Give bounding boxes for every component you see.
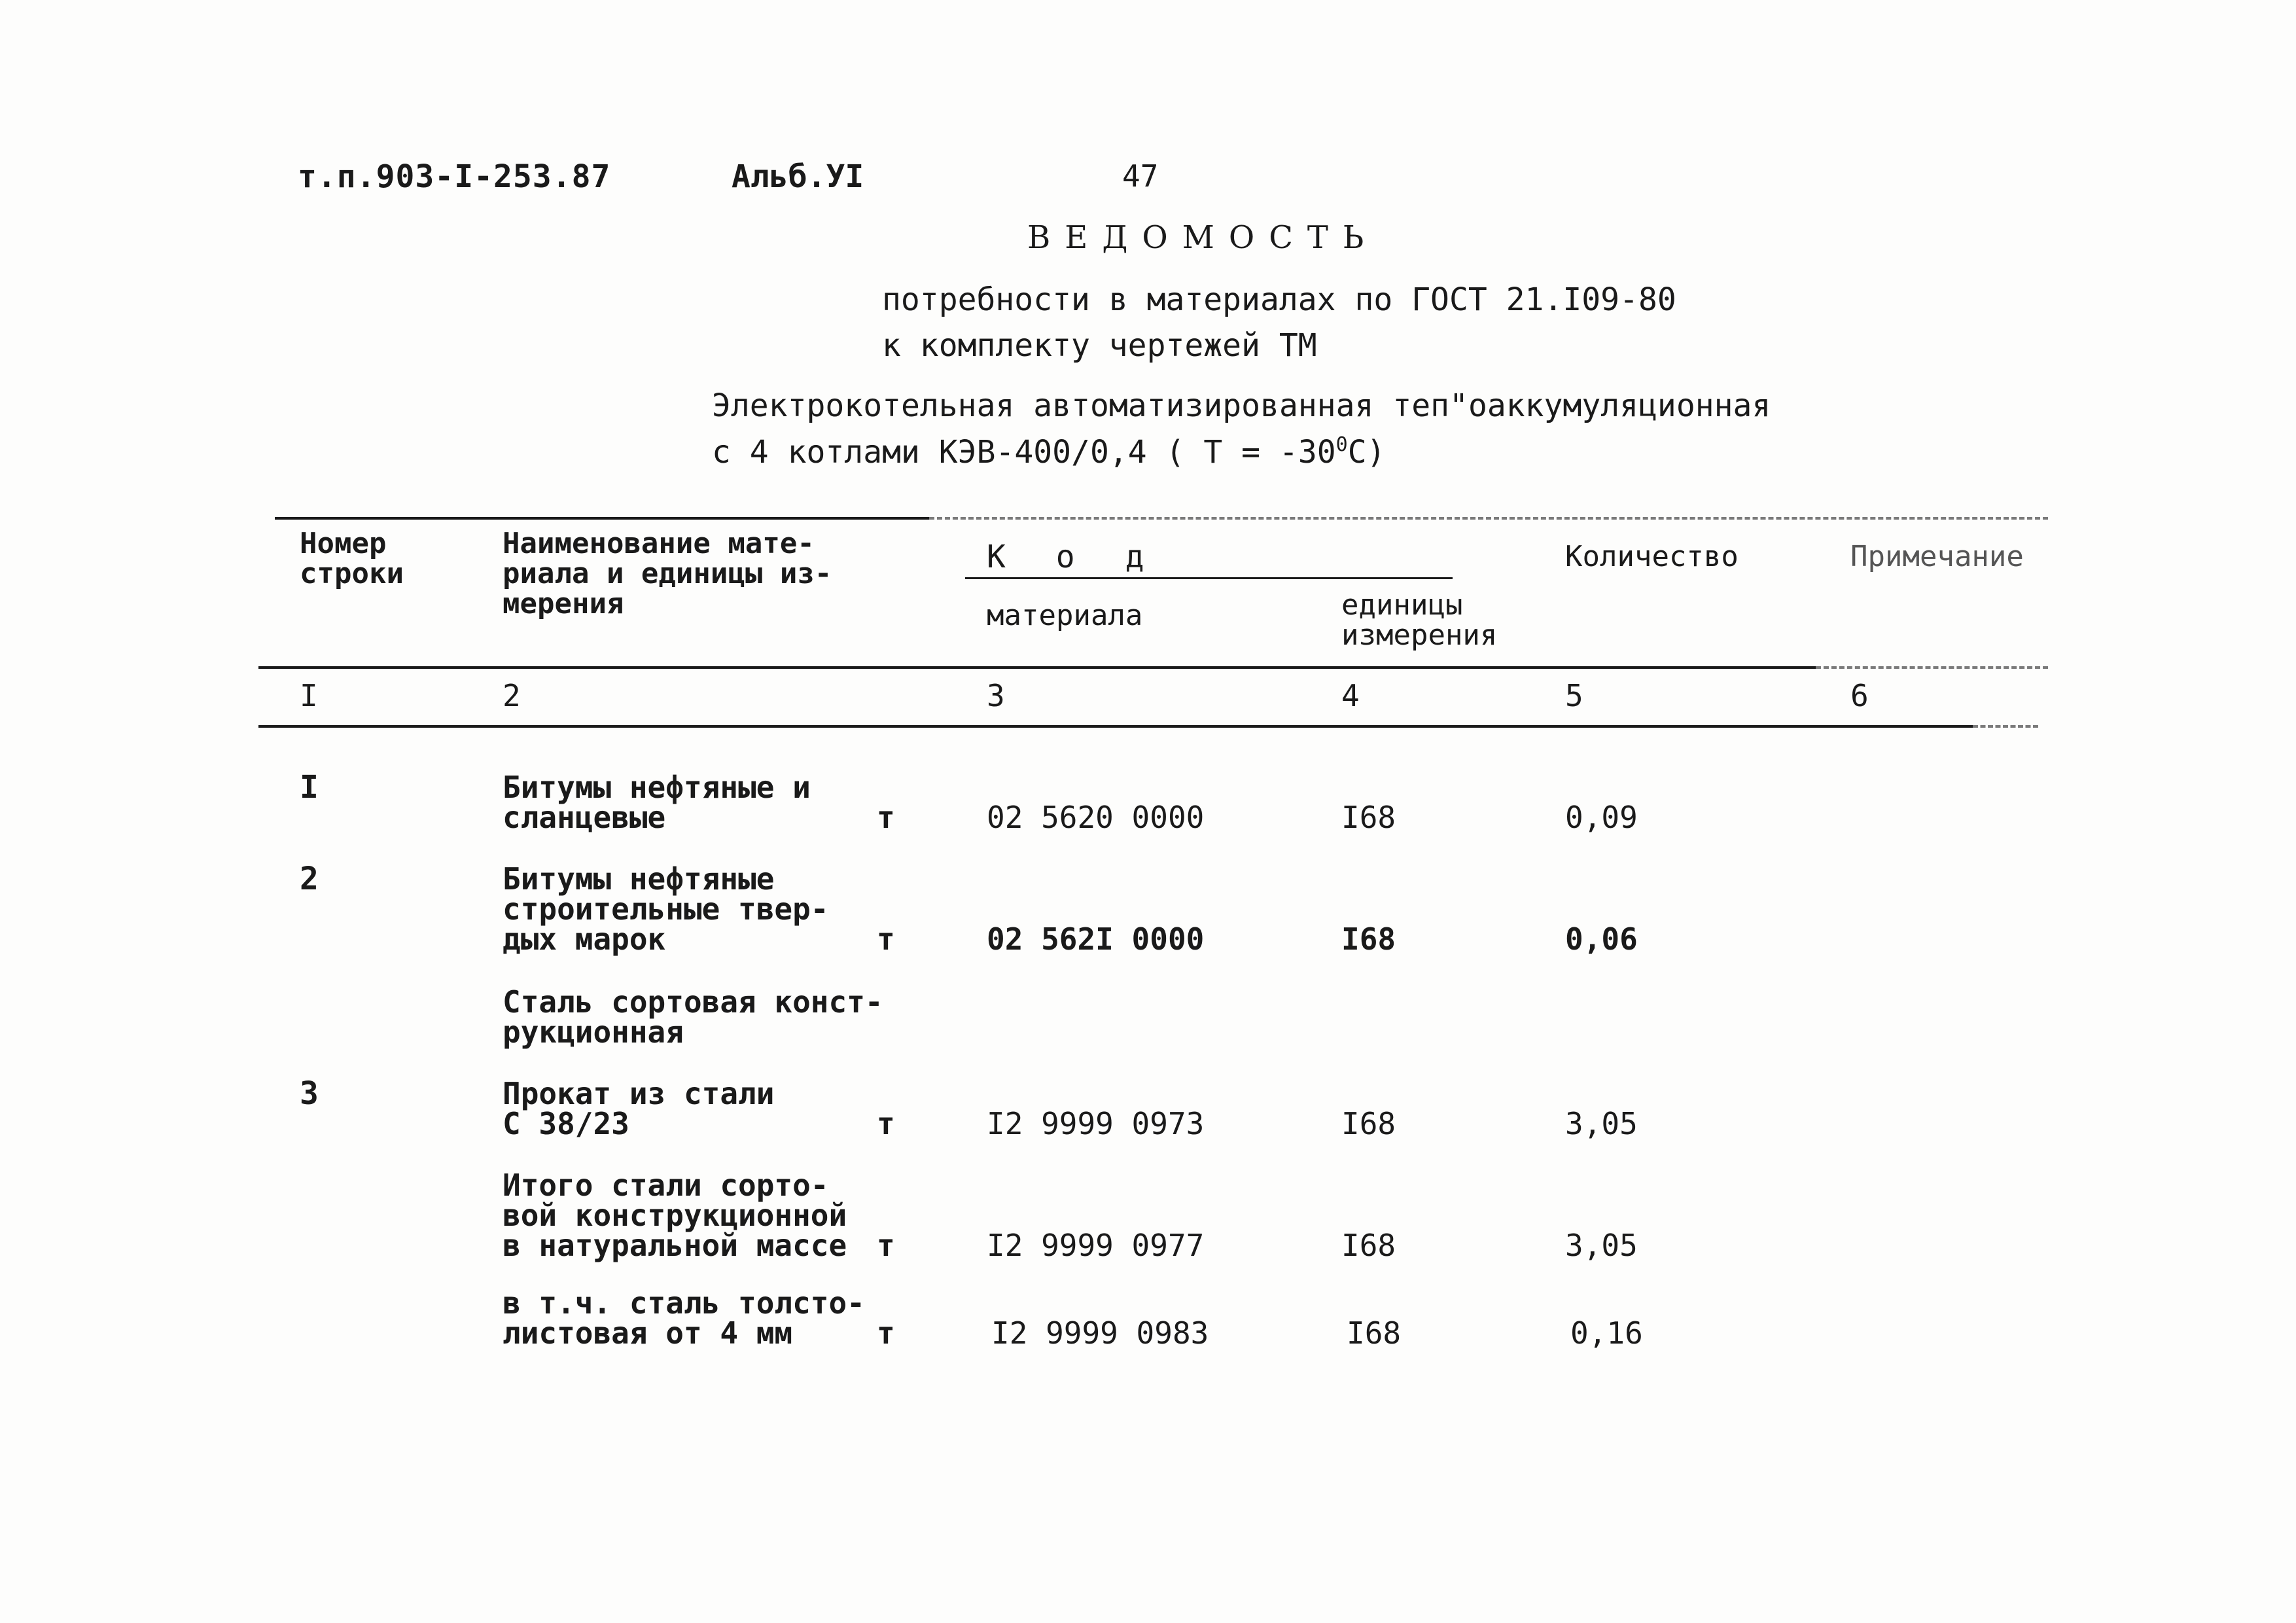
header-material-name-line-2: риала и единицы из- [503,557,832,590]
row-1-name-line-1: Битумы нефтяные и [503,770,811,805]
row-3-name-line-1: Прокат из стали [503,1076,775,1111]
row-1-unit: т [877,800,895,835]
section-heading-steel-line-1: Сталь сортовая конст- [503,984,883,1020]
column-number-2: 2 [503,678,521,713]
header-code: К о д [987,539,1160,575]
document-code: т.п.903-I-253.87 [298,158,611,195]
row-1-number: I [300,769,319,806]
row-2-quantity: 0,06 [1565,921,1638,957]
row-1-name-line-2: сланцевые [503,800,666,835]
page-number: 47 [1122,158,1159,194]
thick-sheet-steel-name-line-1: в т.ч. сталь толсто- [503,1285,865,1321]
total-steel-name-line-3: в натуральной массе [503,1228,847,1263]
object-line-2-suffix: С) [1347,434,1386,471]
header-quantity: Количество [1565,540,1739,573]
total-steel-unit: т [877,1228,895,1263]
column-number-5: 5 [1565,678,1583,713]
row-1-unit-code: I68 [1341,800,1396,835]
header-bottom-rule [258,666,1816,669]
column-number-6: 6 [1850,678,1869,713]
thick-sheet-steel-quantity: 0,16 [1570,1315,1643,1351]
header-note-text: Примечание [1850,542,2024,572]
thick-sheet-steel-material-code: I2 9999 0983 [991,1315,1209,1351]
header-row-number-line-2: строки [300,557,404,590]
subtitle-line-1: потребности в материалах по ГОСТ 21.I09-80 [882,281,1676,318]
document-title: ВЕДОМОСТЬ [1027,219,1379,256]
object-line-2 [712,433,1386,471]
row-3-quantity: 3,05 [1565,1106,1638,1141]
column-number-1: I [300,678,318,713]
album-number: Альб.УI [732,158,864,195]
row-2-material-code: 02 562I 0000 [987,921,1205,957]
thick-sheet-steel-name-line-2: листовая от 4 мм [503,1315,793,1351]
row-2-name-line-2: строительные твер- [503,891,829,927]
table-top-rule [275,517,929,520]
row-1-quantity: 0,09 [1565,800,1638,835]
total-steel-material-code: I2 9999 0977 [987,1228,1205,1263]
header-note [1850,542,2040,572]
subtitle-line-2: к комплекту чертежей ТМ [882,327,1317,364]
object-line-1: Электрокотельная автоматизированная теп"оаккумуляционная [712,387,1771,424]
column-numbers-bottom-rule [258,725,1973,728]
total-steel-quantity: 3,05 [1565,1228,1638,1263]
header-row-number [300,529,404,589]
total-steel-unit-code: I68 [1341,1228,1396,1263]
thick-sheet-steel-unit-code: I68 [1347,1315,1402,1351]
header-row-number-line-1: Номер [300,527,387,560]
row-3-unit-code: I68 [1341,1106,1396,1141]
header-code-unit-line-1: единицы [1341,588,1463,622]
degree-mark: 0 [1335,433,1348,456]
header-code-unit-line-2: измерения [1341,618,1498,652]
section-heading-steel [503,984,883,1050]
header-bottom-rule-faded [1816,666,2048,669]
row-3-material-code: I2 9999 0973 [987,1106,1205,1141]
column-numbers-bottom-rule-faded [1973,725,2038,728]
total-steel-name-line-2: вой конструкционной [503,1198,847,1233]
row-3-name-line-2: С 38/23 [503,1106,629,1141]
row-2-name-line-3: дых марок [503,921,666,957]
row-2-name-line-1: Битумы нефтяные [503,861,775,897]
thick-sheet-steel-unit: т [877,1315,895,1351]
row-2-unit: т [877,921,895,957]
header-material-name-line-1: Наименование мате- [503,527,815,560]
row-2-name [503,861,829,957]
code-divider-rule [965,577,1453,579]
row-2-number: 2 [300,861,319,897]
header-material-name [503,529,832,619]
row-3-number: 3 [300,1075,319,1112]
row-1-material-code: 02 5620 0000 [987,800,1205,835]
thick-sheet-steel-name [503,1285,865,1351]
row-3-unit: т [877,1106,895,1141]
row-2-unit-code: I68 [1341,921,1396,957]
table-top-rule-faded [929,517,2048,520]
row-3-name [503,1076,775,1141]
column-number-3: 3 [987,678,1005,713]
total-steel-name-line-1: Итого стали сорто- [503,1168,829,1203]
header-code-material: материала [987,599,1143,632]
column-number-4: 4 [1341,678,1360,713]
row-1-name [503,770,811,835]
section-heading-steel-line-2: рукционная [503,1014,684,1050]
object-line-2-text: с 4 котлами КЭВ-400/0,4 ( Т = -30 [712,434,1336,471]
header-code-unit [1341,590,1497,651]
header-material-name-line-3: мерения [503,587,624,620]
total-steel-name [503,1168,847,1263]
